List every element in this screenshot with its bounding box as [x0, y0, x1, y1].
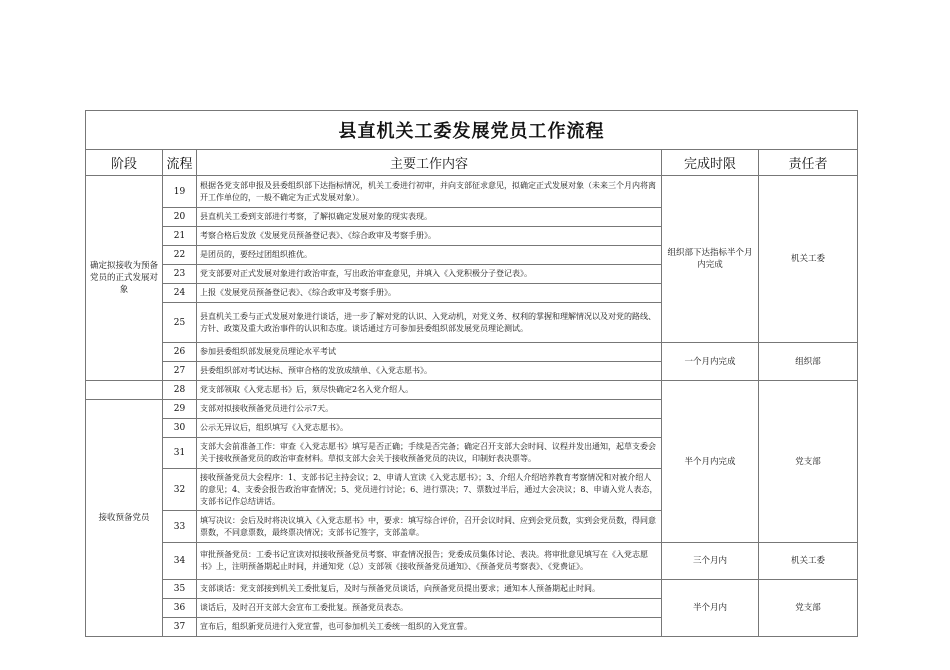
step-number: 33 [163, 511, 197, 543]
step-content: 宣布后，组织新党员进行入党宣誓，也可参加机关工委统一组织的入党宣誓。 [197, 618, 662, 637]
step-content: 上报《发展党员预备登记表》、《综合政审及考察手册》。 [197, 284, 662, 303]
step-number: 22 [163, 246, 197, 265]
step-number: 20 [163, 208, 197, 227]
responsible-cell: 党支部 [759, 580, 858, 637]
step-number: 31 [163, 438, 197, 469]
step-content: 接收预备党员大会程序：1、支部书记主持会议；2、申请人宣读《入党志愿书》；3、介绍人介绍培养教育考察情况和对被介绍人的意见；4、支委会报告政治审查情况；5、党员进行讨论；6、进行票决；7、票数过半后，通过大会决议；8、申请入党人表态，支部书记作总结讲话。 [197, 469, 662, 511]
step-number: 32 [163, 469, 197, 511]
header-responsible: 责任者 [759, 150, 858, 176]
deadline-cell: 半个月内完成 [662, 381, 759, 543]
deadline-cell: 三个月内 [662, 543, 759, 580]
step-content: 支部大会前准备工作：审查《入党志愿书》填写是否正确；手续是否完备；确定召开支部大会时间、议程并发出通知，起草支委会关于接收预备党员的政治审查材料。草拟支部大会关于接收预备党员的决议，印制好表决票等。 [197, 438, 662, 469]
header-content: 主要工作内容 [197, 150, 662, 176]
step-content: 考察合格后发放《发展党员预备登记表》、《综合政审及考察手册》。 [197, 227, 662, 246]
step-content: 县委组织部对考试达标、预审合格的发放成绩单、《入党志愿书》。 [197, 362, 662, 381]
header-stage: 阶段 [86, 150, 163, 176]
document-title: 县直机关工委发展党员工作流程 [86, 111, 858, 150]
header-row [86, 150, 858, 176]
step-content: 参加县委组织部发展党员理论水平考试 [197, 343, 662, 362]
step-number: 27 [163, 362, 197, 381]
step-number: 25 [163, 303, 197, 343]
step-number: 36 [163, 599, 197, 618]
table-row [86, 543, 858, 580]
step-number: 29 [163, 400, 197, 419]
responsible-cell: 党支部 [759, 381, 858, 543]
step-number: 30 [163, 419, 197, 438]
document-sheet [85, 110, 857, 637]
step-content: 填写决议：会后及时将决议填入《入党志愿书》中，要求：填写综合评价，召开会议时间、应到会党员数，实到会党员数，得同意票数，不同意票数，最终票决情况；支部书记签字，支部盖章。 [197, 511, 662, 543]
step-number: 37 [163, 618, 197, 637]
step-content: 谈话后，及时召开支部大会宣布工委批复。预备党员表态。 [197, 599, 662, 618]
step-content: 根据各党支部申报及县委组织部下达指标情况，机关工委进行初审，并向支部征求意见，拟确定正式发展对象（未来三个月内将离开工作单位的，一般不确定为正式发展对象）。 [197, 176, 662, 208]
step-number: 23 [163, 265, 197, 284]
workflow-table [85, 110, 858, 637]
step-content: 支部谈话：党支部接到机关工委批复后，及时与预备党员谈话，向预备党员提出要求；通知本人预备期起止时间。 [197, 580, 662, 599]
responsible-cell: 机关工委 [759, 176, 858, 343]
stage-blank-cell [86, 381, 163, 400]
step-number: 19 [163, 176, 197, 208]
deadline-cell: 组织部下达指标半个月内完成 [662, 176, 759, 343]
responsible-cell: 机关工委 [759, 543, 858, 580]
step-content: 党支部要对正式发展对象进行政治审查，写出政治审查意见，并填入《入党积极分子登记表》。 [197, 265, 662, 284]
step-content: 县直机关工委与正式发展对象进行谈话，进一步了解对党的认识、入党动机，对党义务、权利的掌握和理解情况以及对党的路线、方针、政策及重大政治事件的认识和态度。谈话通过方可参加县委组织部发展党员理论测试。 [197, 303, 662, 343]
step-content: 公示无异议后，组织填写《入党志愿书》。 [197, 419, 662, 438]
step-number: 24 [163, 284, 197, 303]
step-number: 35 [163, 580, 197, 599]
responsible-cell: 组织部 [759, 343, 858, 381]
deadline-cell: 半个月内 [662, 580, 759, 637]
step-number: 21 [163, 227, 197, 246]
step-content: 支部对拟接收预备党员进行公示7天。 [197, 400, 662, 419]
header-process: 流程 [163, 150, 197, 176]
table-row [86, 580, 858, 599]
header-deadline: 完成时限 [662, 150, 759, 176]
deadline-cell: 一个月内完成 [662, 343, 759, 381]
table-row [86, 176, 858, 208]
stage-cell: 确定拟接收为预备党员的正式发展对象 [86, 176, 163, 381]
step-content: 是团员的，要经过团组织推优。 [197, 246, 662, 265]
table-row [86, 343, 858, 362]
table-row [86, 381, 858, 400]
step-content: 县直机关工委到支部进行考察，了解拟确定发展对象的现实表现。 [197, 208, 662, 227]
stage-cell: 接收预备党员 [86, 400, 163, 637]
step-number: 26 [163, 343, 197, 362]
step-number: 34 [163, 543, 197, 580]
step-number: 28 [163, 381, 197, 400]
step-content: 审批预备党员：工委书记宣读对拟接收预备党员考察、审查情况报告；党委成员集体讨论、表决。将审批意见填写在《入党志愿书》上，注明预备期起止时间，并通知党（总）支部领《接收预备党员通知》、《预备党员考察表》、《党费证》。 [197, 543, 662, 580]
step-content: 党支部领取《入党志愿书》后，须尽快确定2名入党介绍人。 [197, 381, 662, 400]
